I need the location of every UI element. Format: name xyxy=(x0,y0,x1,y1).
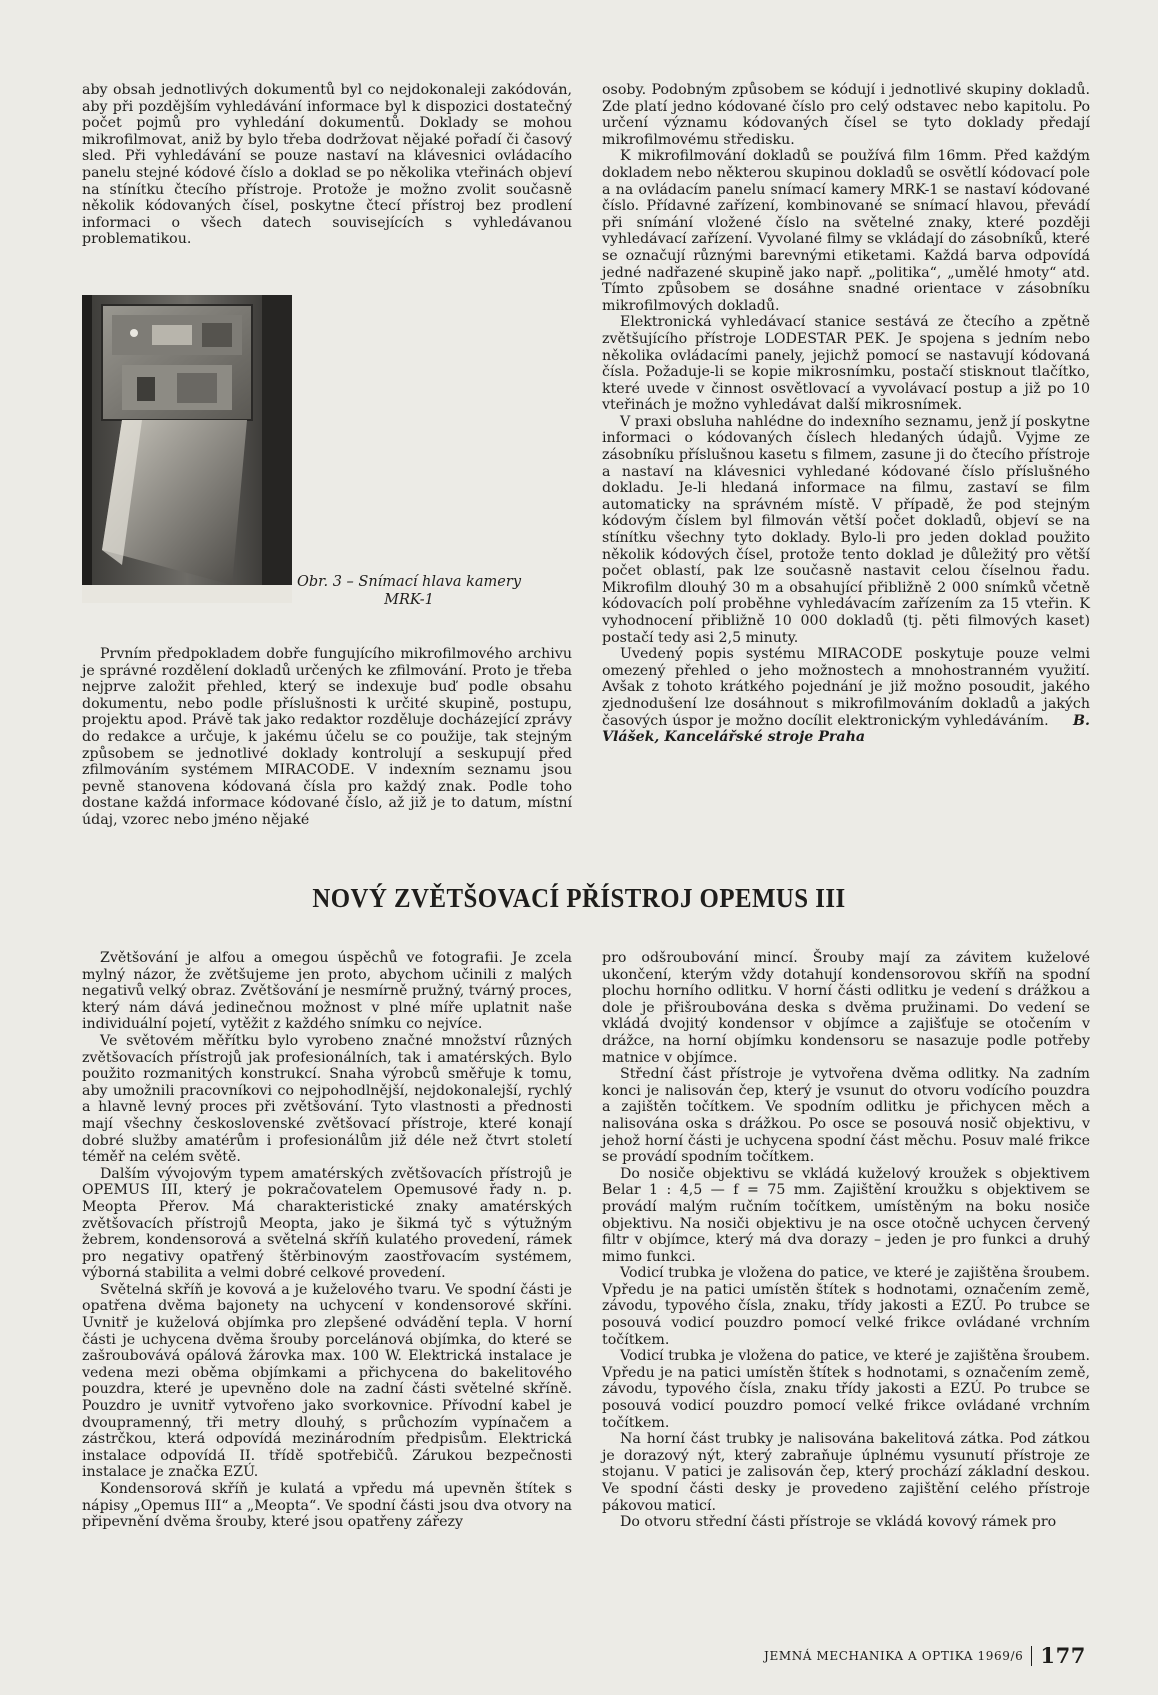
author-byline: B. Vlášek, Kancelářské stroje Praha xyxy=(602,712,1090,746)
upper-right-column xyxy=(602,82,1090,746)
paragraph: Světelná skříň je kovová a je kuželového tvaru. Ve spodní části je opatřena dvěma bajonety na uchycení v kondensorové skříni. Uvnitř je kuželová objímka pro zlepšené odvádění tepla. V horní části je uchycena dvěma šrouby porcelánová objímka, do které se zašroubovává opálová žárovka max. 100 W. Elektrická instalace je vedena mezi oběma objímkami a přichycena do bakelitového pouzdra, které je upevněno dole na zadní části světelné skříně. Pouzdro je uvnitř vytvořeno jako svorkovnice. Přívodní kabel je dvoupramenný, tři metry dlouhý, s průchozím vypínačem a zástrčkou, která odpovídá mezinárodním předpisům. Elektrická instalace odpovídá II. třídě spotřebičů. Zárukou bezpečnosti instalace je značka EZÚ. xyxy=(82,1281,572,1481)
article-headline: NOVÝ ZVĚTŠOVACÍ PŘÍSTROJ OPEMUS III xyxy=(312,883,846,913)
caption-line: MRK-1 xyxy=(384,592,434,608)
journal-name: JEMNÁ MECHANIKA A OPTIKA 1969/6 xyxy=(764,1648,1024,1663)
paragraph: pro odšroubování mincí. Šrouby mají za závitem kuželové ukončení, kterým vždy dotahují kondensorovou skříň na spodní plochu horního odlitku. V horní části odlitku je vedení s drážkou a dole je přišroubována deska s dvěma pružinami. Do vedení se vkládá dvojitý kondensor v objímce a zajišťuje se otočením v drážce, na horní objímku kondensoru se nasazuje podle potřeby matnice v objímce. xyxy=(602,950,1090,1066)
lower-left-column xyxy=(82,950,572,1531)
paragraph: Do nosiče objektivu se vkládá kuželový kroužek s objektivem Belar 1 : 4,5 — f = 75 mm. Zajištění kroužku s objektivem se provádí malým ručním točítkem, umístěným na boku nosiče objektivu. Na nosiči objektivu je na osce otočně uchycen červený filtr v objímce, který má dva dorazy – jeden je pro funkci a druhý mimo funkci. xyxy=(602,1165,1090,1265)
paragraph: Ve světovém měřítku bylo vyrobeno značné množství různých zvětšovacích přístrojů jak profesionálních, tak i amatérských. Bylo použito rozmanitých konstrukcí. Snaha výrobců směřuje k tomu, aby umožnili pracovníkovi co nejpohodlnější, nejdokonalejší, rychlý a hlavně levný proces při zvětšování. Tyto vlastnosti a přednosti mají všechny československé zvětšovací přístroje, které konají dobré služby amatérům i profesionálům již déle než čtvrt století téměř na celém světě. xyxy=(82,1032,572,1166)
paragraph: Vodicí trubka je vložena do patice, ve které je zajištěna šroubem. Vpředu je na patici umístěn štítek s hodnotami, označením země, závodu, typového čísla, znaku, třídy jakosti a EZÚ. Po trubce se posouvá vodicí pouzdro pomocí velké frikce ovládané vrchním točítkem. xyxy=(602,1265,1090,1348)
paragraph: Dalším vývojovým typem amatérských zvětšovacích přístrojů je OPEMUS III, který je pokračovatelem Opemusové řady n. p. Meopta Přerov. Má charakteristické znaky amatérských zvětšovacích přístrojů Meopta, jako je šikmá tyč s výtužným žebrem, kondensorová a světelná skříň kulatého provedení, rámek pro negativy opatřený štěrbinovým zaostřovacím systémem, výborná stabilita a velmi dobré celkové provedení. xyxy=(82,1165,572,1282)
paragraph: Na horní část trubky je nalisována bakelitová zátka. Pod zátkou je dorazový nýt, který zabraňuje úplnému vysunutí přístroje ze stojanu. V patici je zalisován čep, který prochází základní deskou. Ve spodní části desky je provedeno zajištění celého přístroje pákovou maticí. xyxy=(602,1431,1090,1514)
paragraph: osoby. Podobným způsobem se kódují i jednotlivé skupiny dokladů. Zde platí jedno kódované číslo pro celý odstavec nebo kapitolu. Po určení významu kódovaných čísel se tyto doklady předají mikrofilmovému středisku. xyxy=(602,82,1090,148)
paragraph-text: Uvedený popis systému MIRACODE poskytuje pouze velmi omezený přehled o jeho možnostech a mnohostranném využití. Avšak z tohoto krátkého pojednání je již možno posoudit, jakého zjednodušení lze dosáhnout s mikrofilmováním dokladů a jakých časových úspor je možno docílit elektronickým vyhledáváním. xyxy=(602,646,1090,729)
figure-camera-head-photo xyxy=(82,295,292,603)
paragraph: aby obsah jednotlivých dokumentů byl co nejdokonaleji zakódován, aby při pozdějším vyhledávání informace byl k dispozici dostatečný počet pojmů pro vyhledání dokumentů. Doklady se mohou mikrofilmovat, aniž by bylo třeba dodržovat nějaké pořadí či časový sled. Při vyhledávání se pouze nastaví na klávesnici ovládacího panelu stejné kódové číslo a doklad se po několika vteřinách objeví na stínítku čtecího přístroje. Protože je možno zvolit současně několik kódovaných čísel, poskytne čtecí přístroj bez prodlení informaci o všech datech souvisejících s vyhledávanou problematikou. xyxy=(82,82,572,248)
page-footer xyxy=(764,1643,1086,1668)
paragraph: Do otvoru střední části přístroje se vkládá kovový rámek pro xyxy=(620,1514,1057,1531)
paragraph: Zvětšování je alfou a omegou úspěchů ve fotografii. Je zcela mylný názor, že zvětšujeme jen proto, abychom učinili z malých negativů velký obraz. Zvětšování je nesmírně pružný, tvárný proces, který nám dává jedinečnou možnost v plné míře uplatnit naše individuální pojetí, vytěžit z každého snímku co nejvíce. xyxy=(82,950,572,1033)
paragraph: Prvním předpokladem dobře fungujícího mikrofilmového archivu je správné rozdělení dokladů určených ke zfilmování. Proto je třeba nejprve založit přehled, který se indexuje buď podle obsahu dokumentu, nebo podle příslušnosti k určité skupině, postupu, projektu apod. Právě tak jako redaktor rozděluje docházející zprávy do redakce a určuje, k jakému účelu se co použije, tak stejným způsobem se jednotlivé doklady kontrolují a seskupují před zfilmováním systémem MIRACODE. V indexním seznamu jsou pevně stanovena kódovaná čísla pro každý znak. Podle toho dostane každá informace kódované číslo, až již je to datum, místní údaj, vzorec nebo jméno nějaké xyxy=(82,646,572,828)
caption-line: Obr. 3 – Snímací hlava kamery xyxy=(296,574,522,590)
upper-left-column-continued xyxy=(82,646,572,829)
paragraph: K mikrofilmování dokladů se používá film 16mm. Před každým dokladem nebo některou skupinou dokladů se osvětlí kódovací pole a na ovládacím panelu snímací kamery MRK-1 se nastaví kódované číslo. Přídavné zařízení, kombinované se snímací hlavou, převádí při snímání vložené číslo na světelné znaky, které později vyhledávací zařízení. Vyvolané filmy se vkládají do zásobníků, které se označují různými barevnými etiketami. Každá barva odpovídá jedné nadřazené skupině jako např. „politika“, „umělé hmoty“ atd. Tímto způsobem se dosáhne snadné orientace v zásobníku mikrofilmových dokladů. xyxy=(602,148,1090,314)
page-number: 177 xyxy=(1040,1643,1086,1668)
paragraph: Kondensorová skříň je kulatá a vpředu má upevněn štítek s nápisy „Opemus III“ a „Meopta“. Ve spodní části jsou dva otvory na připevnění dvěma šrouby, které jsou opatřeny zářezy xyxy=(82,1481,572,1531)
paragraph: Střední část přístroje je vytvořena dvěma odlitky. Na zadním konci je nalisován čep, který je vsunut do otvoru vodícího pouzdra a zajištěn točítkem. Ve spodním odlitku je přichycen měch a nalisována oska s drážkou. Po osce se posouvá nosič objektivu, v jehož horní části je uchycena spodní část měchu. Posuv malé frikce se provádí spodním točítkem. xyxy=(602,1066,1090,1166)
paragraph: Vodicí trubka je vložena do patice, ve které je zajištěna šroubem. Vpředu je na patici umístěn štítek s hodnotami, s označením země, závodu, typového čísla, znaku třídy jakosti a EZÚ. Po trubce se posouvá vodicí pouzdro pomocí velké frikce ovládané vrchním točítkem. xyxy=(602,1348,1090,1431)
figure-caption xyxy=(284,573,534,609)
camera-head-image xyxy=(82,295,292,603)
lower-right-column xyxy=(602,950,1090,1531)
paragraph: Elektronická vyhledávací stanice sestává ze čtecího a zpětně zvětšujícího přístroje LODESTAR PEK. Je spojena s jedním nebo několika ovládacími panely, jejichž pomocí se nastavují kódovaná čísla. Požaduje-li se kopie mikrosnímku, postačí stisknout tlačítko, které uvede v činnost osvětlovací a vyvolávací postup a již po 10 vteřinách je možno vyhledávat další mikrosnímek. xyxy=(602,314,1090,414)
upper-left-column xyxy=(82,82,572,248)
footer-divider xyxy=(1031,1646,1032,1666)
paragraph: V praxi obsluha nahlédne do indexního seznamu, jenž jí poskytne informaci o kódovaných číslech hledaných údajů. Vyjme ze zásobníku příslušnou kasetu s filmem, zasune ji do čtecího přístroje a nastaví na klávesnici vyhledané kódované číslo příslušného dokladu. Je-li hledaná informace na filmu, zastaví se film automaticky na správném místě. V případě, že pod stejným kódovým číslem byl filmován větší počet dokladů, objeví se na stínítku všechny tyto doklady. Bylo-li pro jeden doklad použito několik kódových čísel, protože tento doklad je důležitý pro větší počet oblastí, pak lze současně nastavit celou číselnou řadu. Mikrofilm dlouhý 30 m a obsahující přibližně 2 000 snímků včetně kódovacích polí proběhne vyhledávacím zařízením za 15 vteřin. K vyhodnocení přibližně 10 000 dokladů (tj. pěti filmových kaset) postačí tedy asi 2,5 minuty. xyxy=(602,413,1090,646)
paragraph xyxy=(602,646,1090,746)
